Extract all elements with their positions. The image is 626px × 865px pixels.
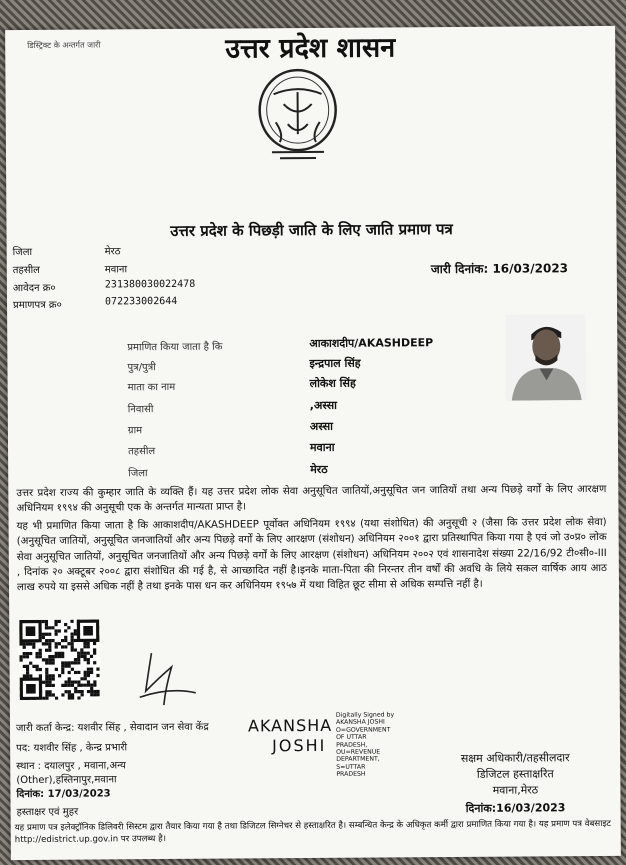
issuer-post: पद: यशवीर सिंह , केन्द्र प्रभारी [16,742,128,755]
qr-code [19,619,100,700]
field-value-father: इन्द्रपाल सिंह [309,356,361,371]
meta-tehsil-label: तहसील [12,264,40,277]
issuer-place-2: (Other),हस्तिनापुर,मवाना [16,774,117,787]
meta-application-label: आवेदन क्र० [12,282,56,295]
certificate-title: उत्तर प्रदेश शासन [225,32,396,65]
field-value-mother: लोकेश सिंह [309,376,356,391]
meta-tehsil-value: मवाना [104,264,128,276]
applicant-photo [505,314,586,401]
meta-district-value: मेरठ [104,246,121,258]
field-label-tehsil: तहसील [128,446,156,458]
field-value-district: मेरठ [310,462,328,477]
authority-signature-label: डिजिटल हस्ताक्षरित [476,767,554,781]
digital-signer-name-2: JOSHI [272,735,327,756]
issuer-signature-seal: हस्ताक्षर एवं मुहर [16,806,79,819]
field-value-village: अस्सा [309,419,334,434]
issue-date: जारी दिनांक: 16/03/2023 [430,261,569,277]
field-value-tehsil: मवाना [309,440,335,455]
field-label-village: ग्राम [127,425,143,437]
meta-application-value: 231380030022478 [104,278,196,291]
field-value-name: आकाशदीप/AKASHDEEP [309,336,434,351]
digital-signer-name-1: AKANSHA [247,715,333,736]
certificate-sheet [5,26,621,860]
body-paragraph-2: यह भी प्रमाणित किया जाता है कि आकाशदीप/AKASHDEEP पूर्वोक्त अधिनियम १९९४ (यथा संशोधित) की अनुसूची २ (जैसा कि उत्तर प्रदेश लोक सेवा)(अनुसूचित जातियों, अनुसूचित जनजातियों और अन्य पिछड़े वर्गों के लिए आरक्षण (संशोधन) अधिनियम २००१ द्वारा प्रतिस्थापित किया गया है एवं जो उ०प्र० लोक सेवा अनुसूचित जातियों, अनुसूचित जनजातियों और अन्य पिछड़े वर्गों के लिए आरक्षण (संशोधन) अधिनियम २००२ एवं शासनादेश संख्या 22/16/92 टी०सी०-III , दिनांक २० अक्टूबर २००८ द्वारा संशोधित की गई है, से आच्छादित नहीं है।इनके माता-पिता की निरन्तर तीन वर्षों की अवधि के लिये सकल वार्षिक आय आठ लाख रुपये या इससे अधिक नहीं है तथा इनके पास धन कर अधिनियम १९५७ में यथा विहित छूट सीमा से अधिक सम्पत्ति नहीं है। [16,516,607,594]
handwritten-signature [129,647,199,717]
body-paragraph-1: उत्तर प्रदेश राज्य की कुम्हार जाति के व्यक्ति हैं। यह उत्तर प्रदेश लोक सेवा अनुसूचित जातियों,अनुसूचित जन जातियों तथा अन्य पिछड़े वर्गों के लिए आरक्षण अधिनियम १९९४ की अनुसूची एक के अन्तर्गत मान्यता प्राप्त है। [16,483,607,515]
field-label-resident: निवासी [127,404,154,416]
field-label-certify: प्रमाणित किया जाता है कि [127,341,223,354]
meta-certificate-label: प्रमाणपत्र क्र० [12,299,62,312]
authority-date: दिनांक:16/03/2023 [465,801,566,815]
field-label-son-daughter: पुत्र/पुत्री [127,362,156,374]
emblem-icon [253,64,342,165]
digital-signature-details: Digitally Signed by AKANSHA JOSHI O=GOVERNMENT OF UTTAR PRADESH, OU=REVENUE DEPARTMENT, S=UTTAR PRADESH [335,711,395,779]
header-note: डिस्ट्रिक्ट के अन्तर्गत जारी [27,40,101,50]
meta-district-label: जिला [12,246,33,259]
certificate-subtitle: उत्तर प्रदेश के पिछड़ी जाति के लिए जाति प्रमाण पत्र [170,220,453,240]
meta-certificate-value: 072233002644 [104,295,178,308]
issuer-date: दिनांक: 17/03/2023 [16,788,111,801]
authority-title: सक्षम अधिकारी/तहसीलदार [460,751,570,765]
issuing-centre: जारी कर्ता केन्द्र: यशवीर सिंह , सेवादान जन सेवा केंद्र [15,721,209,735]
person-photo-icon [505,314,586,401]
authority-place: मवाना,मेरठ [492,783,539,797]
field-label-district: जिला [128,468,148,480]
field-label-mother: माता का नाम [127,381,176,394]
footer-note: यह प्रमाण पत्र इलेक्ट्रॉनिक डिलिवरी सिस्टम द्वारा तैयार किया गया है तथा डिजिटल सिग्नेचर से हस्ताक्षरित है। सम्बन्धित केन्द्र के अधिकृत कर्मी द्वारा प्रमाणित किया गया है। यह प्रमाण पत्र वेबसाइट http://edistrict.up.gov.in पर उपलब्ध है। [14,818,612,846]
issuer-place-1: स्थान : दयालपुर , मवाना,अन्य [16,760,126,773]
field-value-resident: ,अस्सा [309,398,338,413]
